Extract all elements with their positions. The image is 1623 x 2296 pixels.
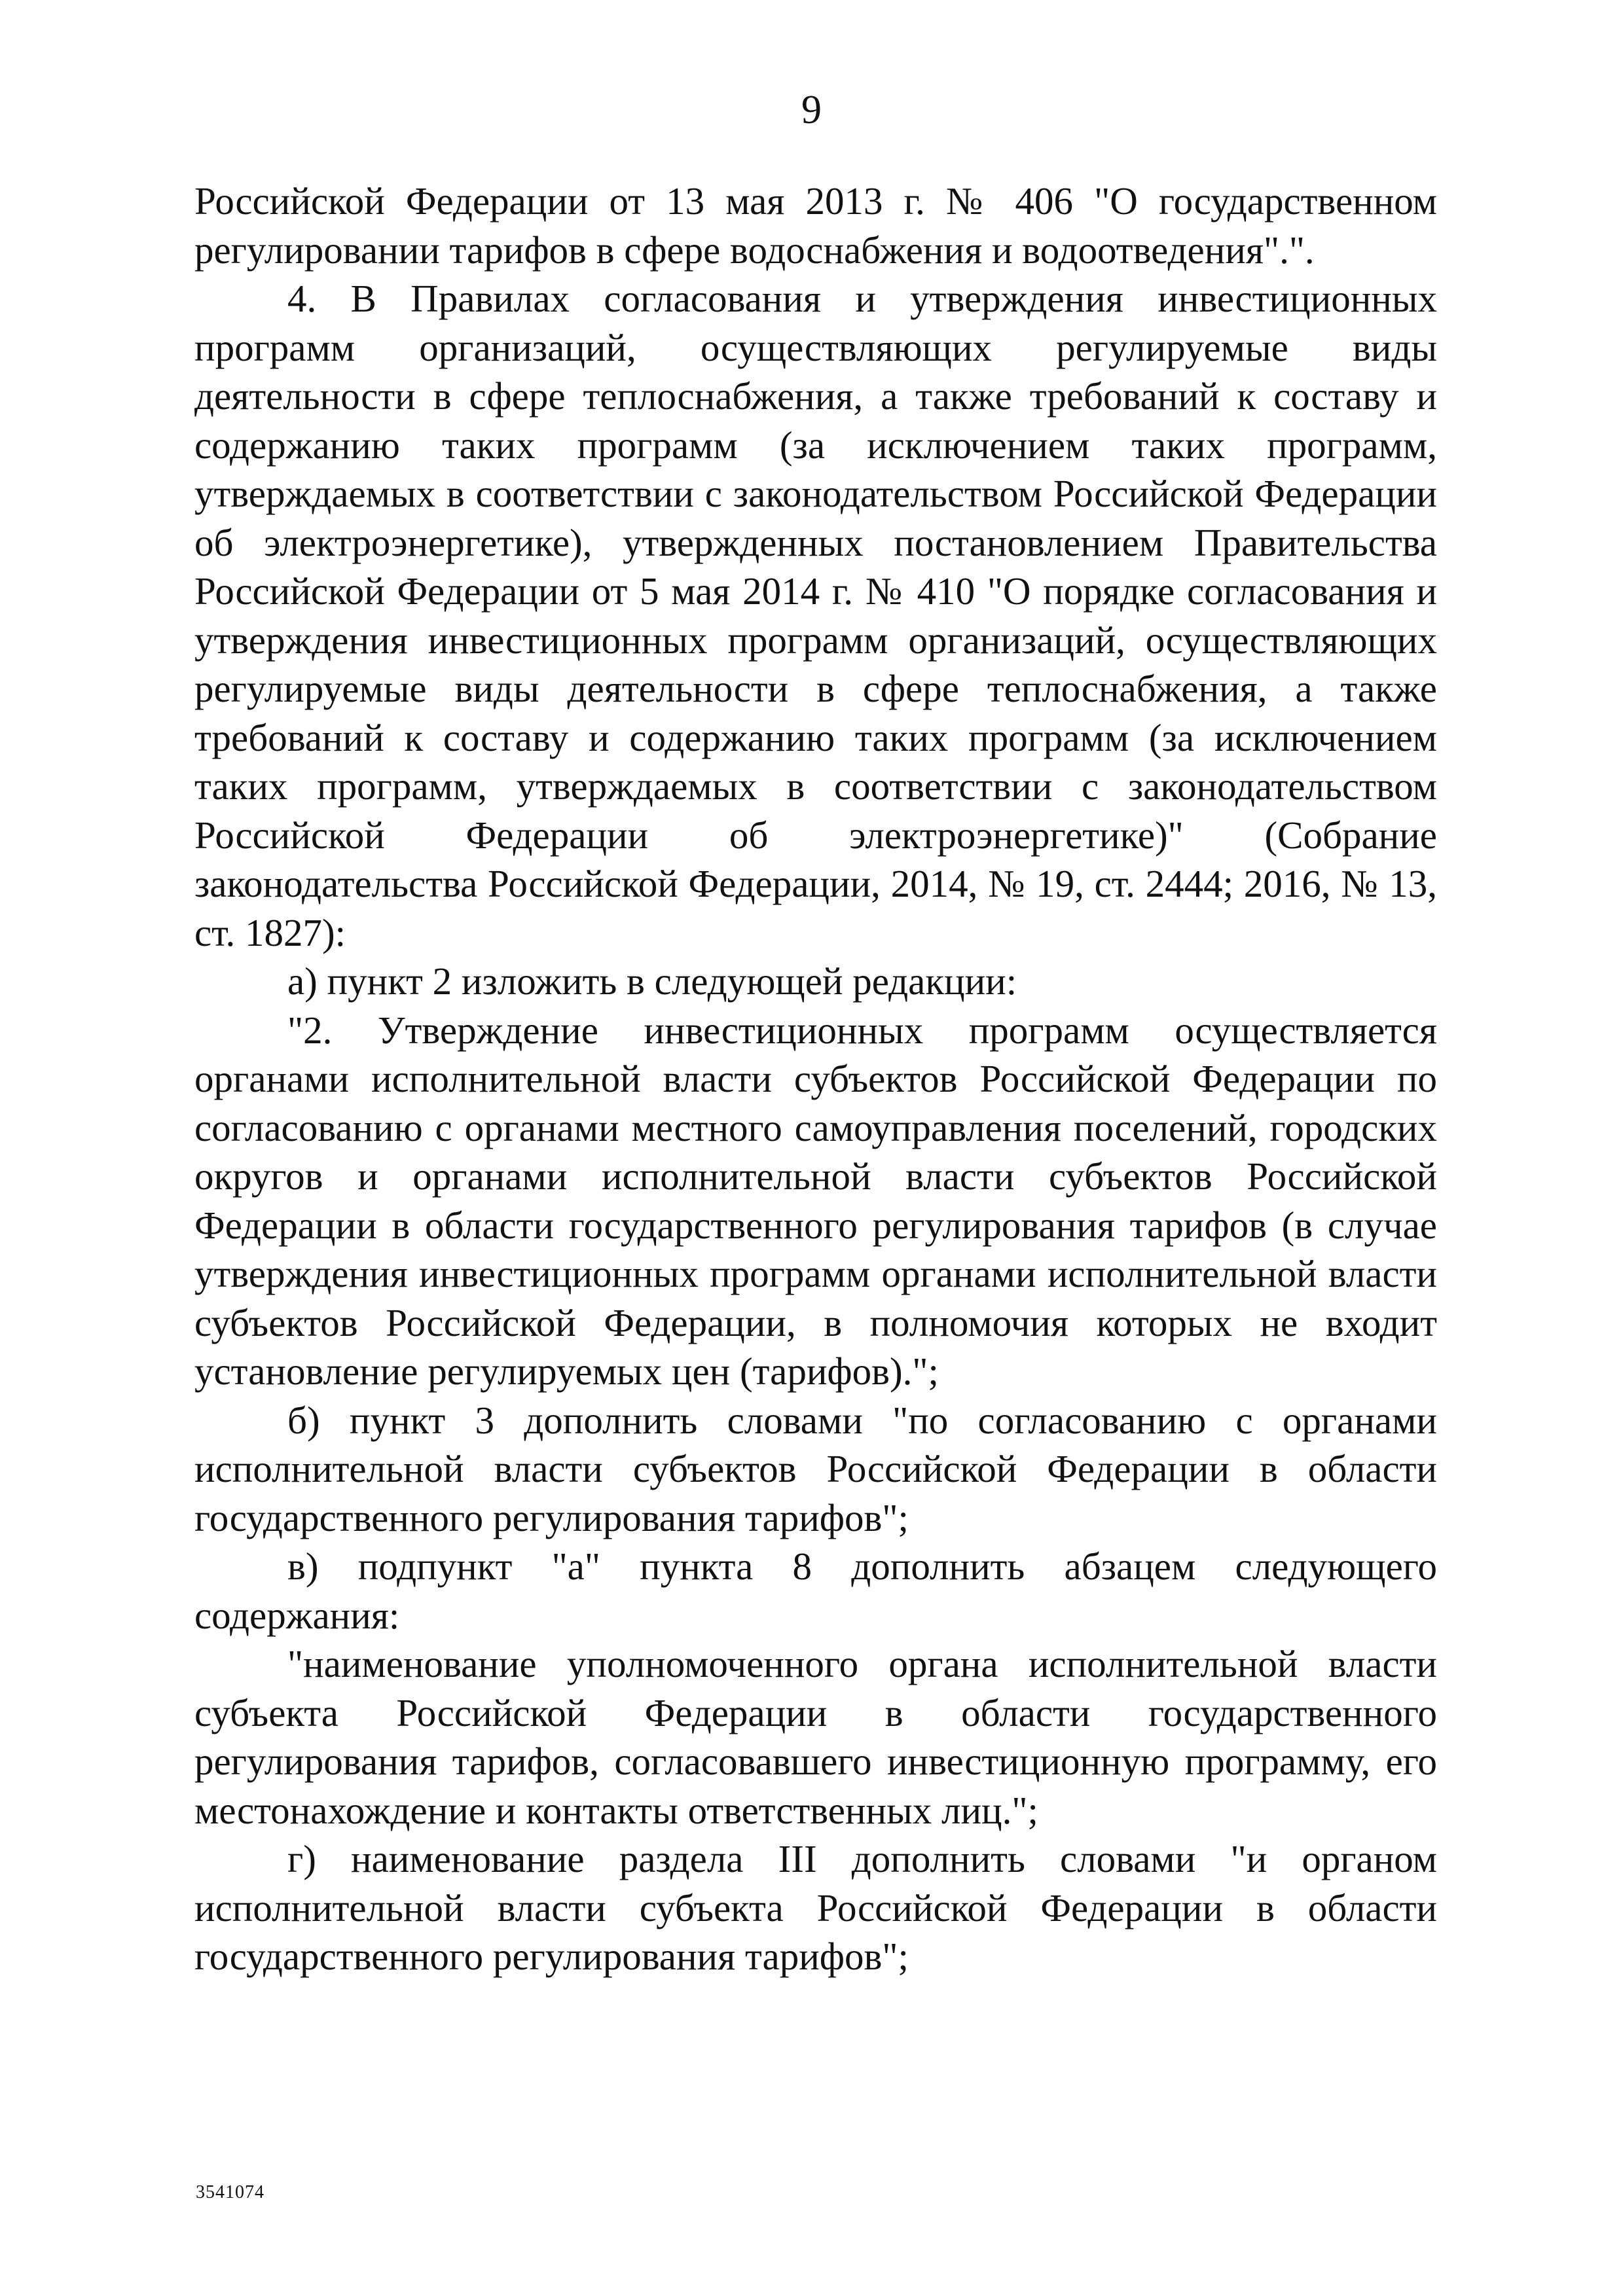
document-body bbox=[194, 177, 1437, 1981]
paragraph-item-4: 4. В Правилах согласования и утверждения инвестиционных программ организаций, осуществляющих регулируемые виды деятельности в сфере теплоснабжения, а также требований к составу и содержанию таких программ (за исключением таких программ, утверждаемых в соответствии с законодательством Российской Федерации об электроэнергетике), утвержденных постановлением Правительства Российской Федерации от 5 мая 2014 г. № 410 "О порядке согласования и утверждения инвестиционных программ организаций, осуществляющих регулируемые виды деятельности в сфере теплоснабжения, а также требований к составу и содержанию таких программ (за исключением таких программ, утверждаемых в соответствии с законодательством Российской Федерации об электроэнергетике)" (Собрание законодательства Российской Федерации, 2014, № 19, ст. 2444; 2016, № 13, ст. 1827): bbox=[194, 277, 1437, 954]
document-code: 3541074 bbox=[196, 2182, 264, 2202]
paragraph-continuation: Российской Федерации от 13 мая 2013 г. № 406 "О государственном регулировании тарифов в сфере водоснабжения и водоотведения".". bbox=[194, 179, 1437, 272]
paragraph-subitem-g: г) наименование раздела III дополнить словами "и органом исполнительной власти субъекта Российской Федерации в области государственного регулирования тарифов"; bbox=[194, 1837, 1437, 1978]
paragraph-subitem-a: а) пункт 2 изложить в следующей редакции: bbox=[287, 960, 1017, 1003]
paragraph-subitem-v: в) подпункт "а" пункта 8 дополнить абзацем следующего содержания: bbox=[194, 1545, 1437, 1637]
paragraph-point-2-text: "2. Утверждение инвестиционных программ осуществляется органами исполнительной власти субъектов Российской Федерации по согласованию с органами местного самоуправления поселений, городских округов и органами исполнительной власти субъектов Российской Федерации в области государственного регулирования тарифов (в случае утверждения инвестиционных программ органами исполнительной власти субъектов Российской Федерации, в полномочия которых не входит установление регулируемых цен (тарифов)."; bbox=[194, 1008, 1437, 1393]
page-number: 9 bbox=[801, 88, 822, 132]
paragraph-subitem-b: б) пункт 3 дополнить словами "по согласованию с органами исполнительной власти субъектов Российской Федерации в области государственного регулирования тарифов"; bbox=[194, 1398, 1437, 1539]
paragraph-new-abzac: "наименование уполномоченного органа исполнительной власти субъекта Российской Федерации в области государственного регулирования тарифов, согласовавшего инвестиционную программу, его местонахождение и контакты ответственных лиц."; bbox=[194, 1642, 1437, 1832]
